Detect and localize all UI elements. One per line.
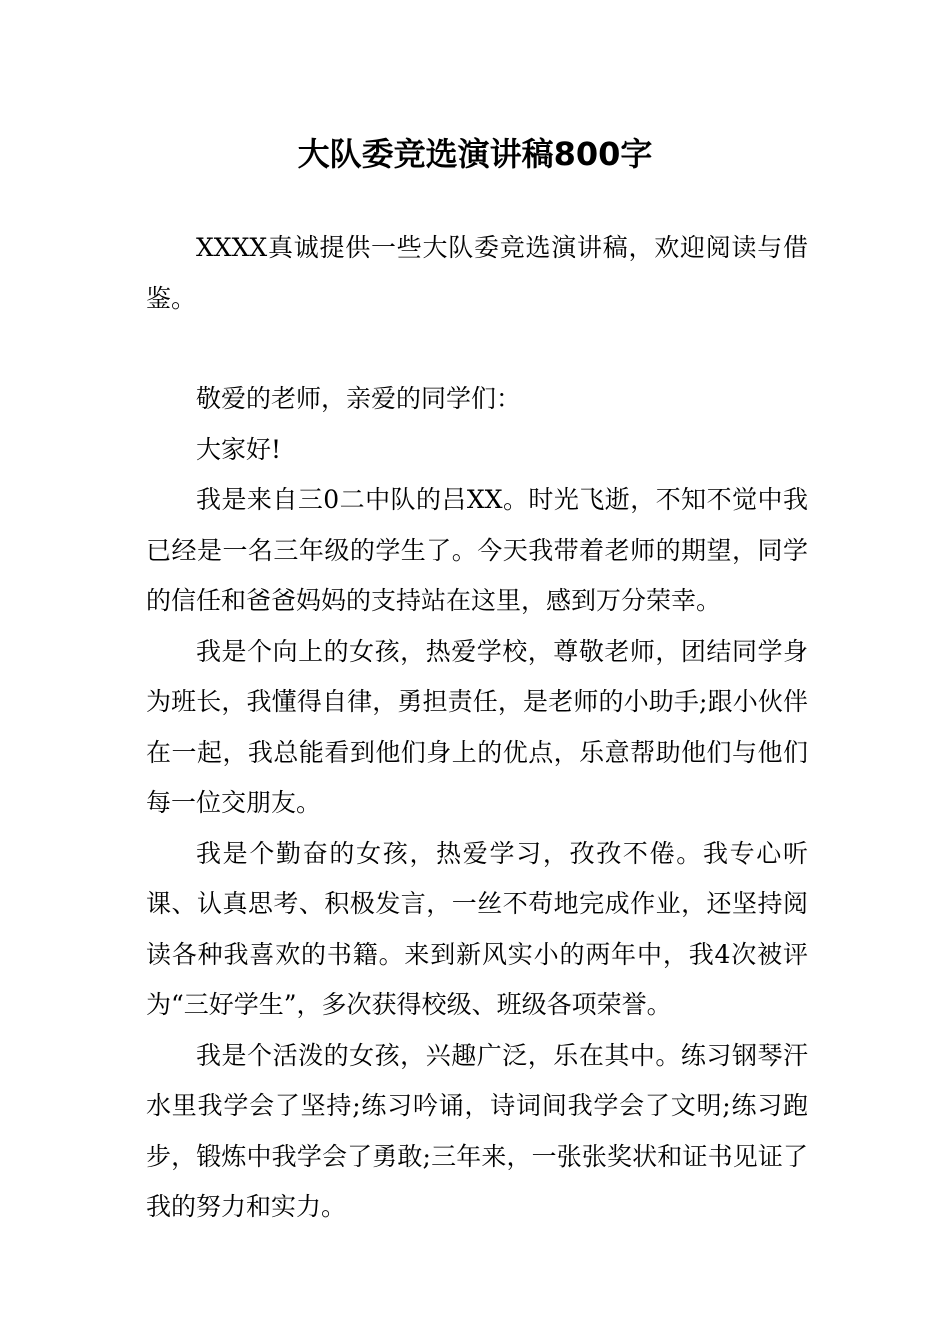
body-paragraph: 我是来自三0二中队的吕XX。时光飞逝，不知不觉中我已经是一名三年级的学生了。今天我带着老师的期望，同学的信任和爸爸妈妈的支持站在这里，感到万分荣幸。 <box>146 485 808 615</box>
intro-paragraph: XXXX真诚提供一些大队委竞选演讲稿，欢迎阅读与借鉴。 <box>146 233 808 313</box>
document-title: 大队委竞选演讲稿800字 <box>297 135 653 173</box>
document-body <box>146 223 808 1233</box>
body-paragraph: 我是个向上的女孩，热爱学校，尊敬老师，团结同学身为班长，我懂得自律，勇担责任，是老师的小助手;跟小伙伴在一起，我总能看到他们身上的优点，乐意帮助他们与他们每一位交朋友。 <box>146 636 808 817</box>
salutation-paragraph: 敬爱的老师，亲爱的同学们： <box>196 384 522 413</box>
greeting-paragraph: 大家好! <box>196 434 282 464</box>
body-paragraph: 我是个活泼的女孩，兴趣广泛，乐在其中。练习钢琴汗水里我学会了坚持;练习吟诵，诗词间我学会了文明;练习跑步，锻炼中我学会了勇敢;三年来，一张张奖状和证书见证了我的努力和实力。 <box>146 1040 808 1221</box>
body-paragraph: 我是个勤奋的女孩，热爱学习，孜孜不倦。我专心听课、认真思考、积极发言，一丝不苟地完成作业，还坚持阅读各种我喜欢的书籍。来到新风实小的两年中，我4次被评为“三好学生”，多次获得校级、班级各项荣誉。 <box>146 838 808 1019</box>
